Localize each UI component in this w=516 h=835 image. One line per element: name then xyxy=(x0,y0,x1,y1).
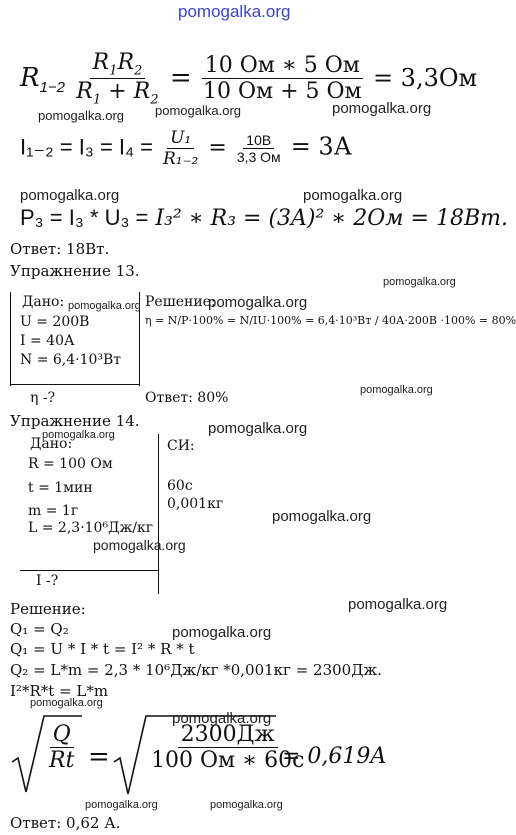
ex14-given-2: m = 1г xyxy=(28,503,79,519)
watermark: pomogalka.org xyxy=(210,799,283,811)
eq2-den: R₁₋₂ xyxy=(162,149,199,169)
watermark: pomogalka.org xyxy=(383,276,456,288)
sqrt-result: = 0,619A xyxy=(282,744,387,769)
eq2-den2: 3,3 Ом xyxy=(236,149,281,165)
eq1-den2: 10 Ом + 5 Ом xyxy=(202,79,362,105)
equation-1: $R_{1-2}$ $\frac{R_1R_2}{R_1 + R_2}$ = $\frac{10 Ом ∗ 5 Ом}{10 Ом + 5 Ом}$ = 3,3Ом xyxy=(20,50,478,108)
ex13-find: η -? xyxy=(30,390,56,406)
ex14-answer: Ответ: 0,62 А. xyxy=(10,814,121,832)
ex14-solution-label: Решение: xyxy=(10,600,86,618)
ex14-line-2: Q₂ = L*m = 2,3 * 10⁶Дж/кг *0,001кг = 2300Дж. xyxy=(10,661,382,679)
ex14-si-label: СИ: xyxy=(167,438,195,454)
ex14-given-0: R = 100 Ом xyxy=(28,456,113,472)
ex13-formula: η = N/P·100% = N/IU·100% = 6,4·10³Вт / 40А·200В ·100% = 80% xyxy=(145,314,516,327)
ex14-si-0: 60с xyxy=(167,478,193,494)
ex13-given-0: U = 200В xyxy=(20,314,90,330)
eq2-result: = 3А xyxy=(290,132,352,161)
equation-2: I₁₋₂ = I₃ = I₄ = $\frac{\text{U₁}}{\text{R₁₋₂}}$ = $\frac{10В}{3,3 Ом}$ = 3А xyxy=(20,128,352,169)
watermark: pomogalka.org xyxy=(20,187,120,204)
answer-1: Ответ: 18Вт. xyxy=(10,240,110,258)
eq2-num2: 10В xyxy=(243,132,274,149)
watermark: pomogalka.org xyxy=(30,697,103,709)
equation-3 xyxy=(20,205,508,231)
ex13-given-2: N = 6,4·10³Вт xyxy=(20,352,122,368)
ex13-given-1: I = 40А xyxy=(20,333,75,349)
eq2-num: U₁ xyxy=(167,128,194,149)
watermark: pomogalka.org xyxy=(360,384,433,396)
ex14-title: Упражнение 14. xyxy=(10,412,140,430)
ex14-find: I -? xyxy=(36,573,59,589)
ex13-given-label: Дано: xyxy=(22,294,65,310)
watermark: pomogalka.org xyxy=(208,294,308,311)
watermark: pomogalka.org xyxy=(172,710,272,727)
sqrt-equals: = xyxy=(88,742,110,772)
watermark: pomogalka.org xyxy=(155,103,241,118)
watermark: pomogalka.org xyxy=(332,100,432,117)
eq3-lhs: P₃ = I₃ * U₃ = xyxy=(20,205,149,230)
watermark: pomogalka.org xyxy=(68,300,141,312)
watermark: pomogalka.org xyxy=(348,596,448,613)
watermark: pomogalka.org xyxy=(38,108,124,123)
eq1-num2: 10 Ом ∗ 5 Ом xyxy=(202,53,363,79)
watermark: pomogalka.org xyxy=(272,508,372,525)
ex14-given-label: Дано: xyxy=(30,436,73,452)
ex14-line-1: Q₁ = U * I * t = I² * R * t xyxy=(10,640,195,658)
watermark-top: pomogalka.org xyxy=(178,2,291,21)
ex14-line-3: I²*R*t = L*m xyxy=(10,682,109,700)
ex13-solution-label: Решение: xyxy=(145,294,216,310)
watermark: pomogalka.org xyxy=(303,187,403,204)
sqrt-frac-2: $\frac{2300Дж}{100 Ом ∗ 60с}$ xyxy=(151,722,305,773)
ex14-given-1: t = 1мин xyxy=(28,480,93,496)
watermark: pomogalka.org xyxy=(208,420,308,437)
eq3-rhs: I₃² ∗ R₃ = (3A)² ∗ 2Ом = 18Вт. xyxy=(155,206,508,231)
ex14-line-0: Q₁ = Q₂ xyxy=(10,620,69,638)
sqrt-frac-1: $\frac{Q}{Rt}$ xyxy=(49,722,75,773)
watermark: pomogalka.org xyxy=(42,429,115,441)
ex13-title: Упражнение 13. xyxy=(10,262,140,280)
eq2-lhs: I₁₋₂ = I₃ = I₄ = xyxy=(20,134,153,160)
watermark: pomogalka.org xyxy=(172,624,272,641)
eq1-result: = 3,3Ом xyxy=(372,63,478,92)
ex13-answer: Ответ: 80% xyxy=(145,390,229,406)
watermark: pomogalka.org xyxy=(85,799,158,811)
ex14-si-1: 0,001кг xyxy=(167,496,224,512)
ex14-given-3: L = 2,3·10⁶Дж/кг xyxy=(28,520,154,536)
watermark: pomogalka.org xyxy=(93,537,186,553)
